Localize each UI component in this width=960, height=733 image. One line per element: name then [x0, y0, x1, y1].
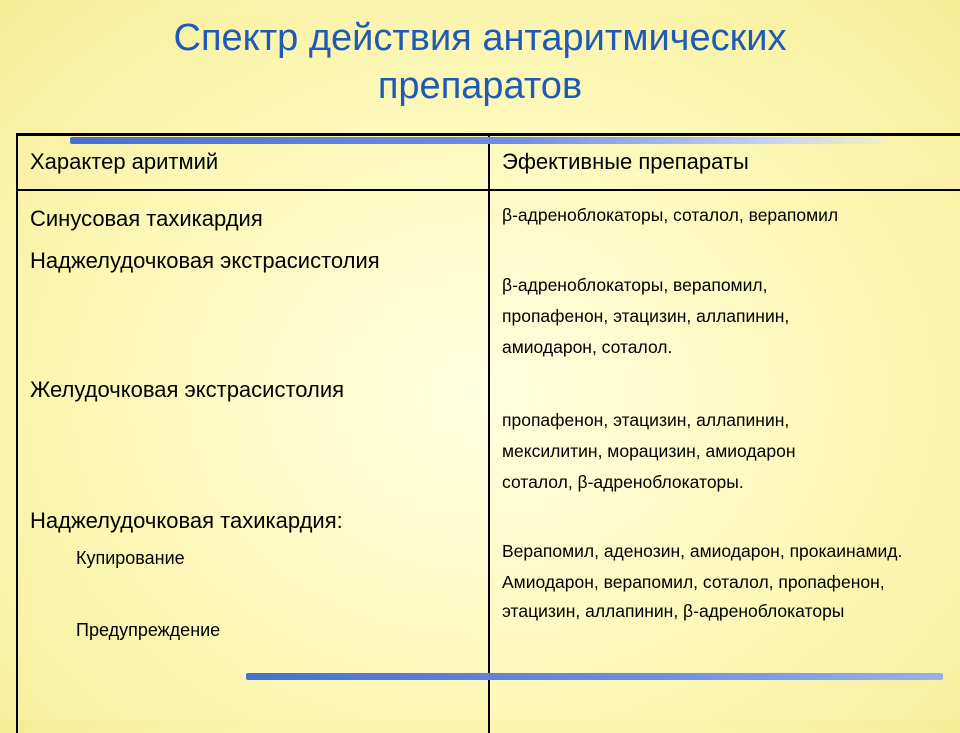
accent-line-top: [70, 137, 888, 144]
drugs-prevention: [502, 568, 885, 626]
row-label-prevention: Предупреждение: [76, 620, 221, 640]
row-label-supraventricular-tachycardia: Наджелудочковая тахикардия:: [30, 508, 343, 533]
drugs-line: мексилитин, морацизин, амиодарон: [502, 441, 796, 461]
row-label-supraventricular-extrasystole: Наджелудочковая экстрасистолия: [30, 248, 380, 273]
row-label-sinus-tachycardia: Синусовая тахикардия: [30, 206, 263, 231]
slide-title-line-1: Спектр действия антаритмических: [173, 17, 787, 59]
drugs-line: амиодарон, соталол.: [502, 337, 673, 357]
drugs-line: пропафенон, этацизин, аллапинин,: [502, 410, 790, 430]
column-divider: [488, 136, 490, 733]
slide-title-line-2: препаратов: [377, 65, 583, 107]
drugs-line: соталол, β-адреноблокаторы.: [502, 472, 744, 492]
slide-title: [0, 14, 960, 110]
row-label-relief: Купирование: [76, 548, 185, 568]
header-drugs: Эфективные препараты: [502, 149, 749, 174]
header-arrhythmia: Характер аритмий: [30, 149, 219, 174]
drugs-line: пропафенон, этацизин, аллапинин,: [502, 306, 790, 326]
drugs-line: этацизин, аллапинин, β-адреноблокаторы: [502, 601, 845, 621]
drugs-relief: Верапомил, аденозин, амиодарон, прокаинамид.: [502, 541, 903, 561]
spectrum-table: [16, 133, 960, 733]
drugs-line: Амиодарон, верапомил, соталол, пропафенон,: [502, 572, 885, 592]
header-divider: [18, 189, 960, 191]
drugs-supraventricular-extrasystole: [502, 270, 789, 363]
drugs-sinus-tachycardia: β-адреноблокаторы, соталол, верапомил: [502, 205, 839, 225]
accent-line-bottom: [246, 673, 943, 680]
drugs-line: β-адреноблокаторы, верапомил,: [502, 275, 768, 295]
row-label-ventricular-extrasystole: Желудочковая экстрасистолия: [30, 377, 345, 402]
drugs-ventricular-extrasystole: [502, 405, 795, 498]
